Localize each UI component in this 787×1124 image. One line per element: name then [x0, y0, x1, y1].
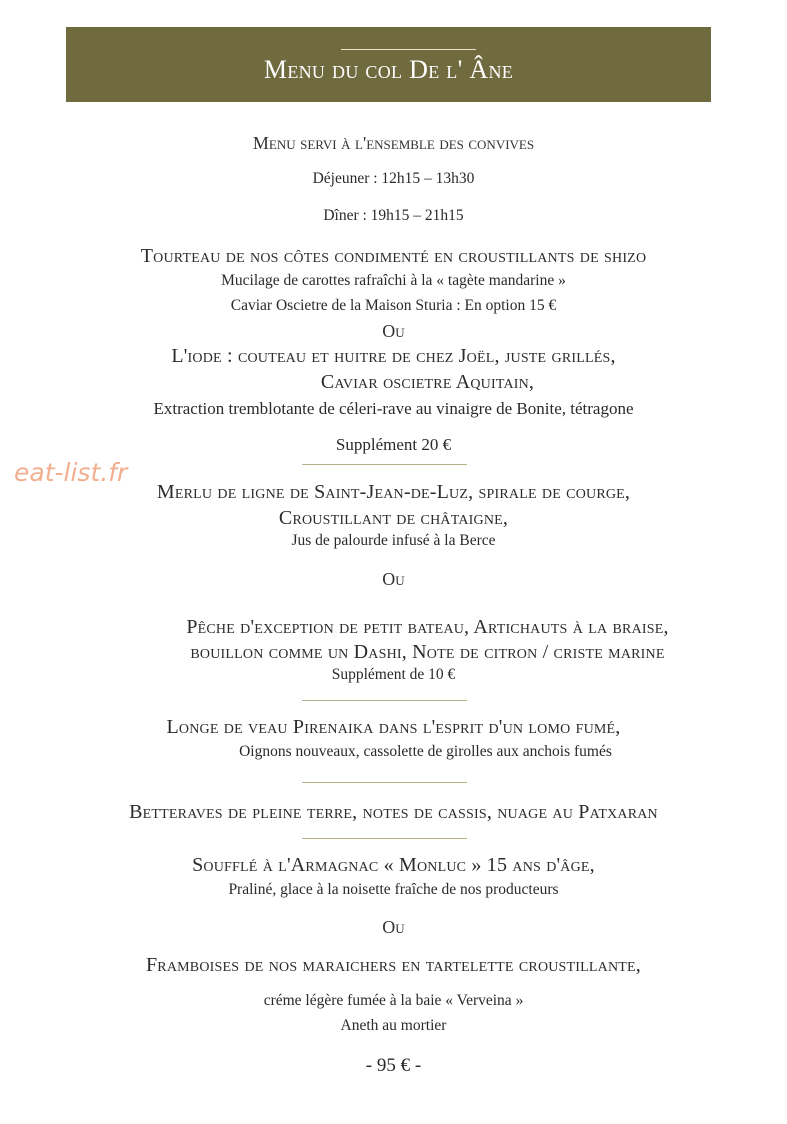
- course1-alt-title: L'iode : couteau et huitre de chez Joël, juste grillés,: [171, 345, 616, 367]
- course1-alt-line2: Caviar oscietre Aquitain,: [320, 371, 535, 393]
- lunch-hours: Déjeuner : 12h15 – 13h30: [312, 170, 475, 187]
- separator: [302, 838, 467, 839]
- course3-title: Longe de veau Pirenaika dans l'esprit d'un lomo fumé,: [166, 716, 621, 738]
- course5-title: Soufflé à l'Armagnac « Monluc » 15 ans d'âge,: [192, 854, 595, 876]
- course4-title: Betteraves de pleine terre, notes de cassis, nuage au Patxaran: [129, 801, 658, 823]
- course2-or: Ou: [382, 569, 405, 589]
- course2-line3: Jus de palourde infusé à la Berce: [291, 532, 496, 549]
- separator: [302, 464, 467, 465]
- course1-line2: Mucilage de carottes rafraîchi à la « tagète mandarine »: [221, 272, 566, 289]
- header-rule: [341, 49, 476, 50]
- course2-alt-title2: bouillon comme un Dashi, Note de citron / criste marine: [190, 641, 665, 663]
- course5-line2: Praliné, glace à la noisette fraîche de nos producteurs: [228, 881, 559, 898]
- separator: [302, 700, 467, 701]
- course2-supplement: Supplément de 10 €: [331, 666, 456, 683]
- course5-or: Ou: [382, 917, 405, 937]
- course2-title: Merlu de ligne de Saint-Jean-de-Luz, spirale de courge,: [156, 481, 631, 503]
- menu-title: Menu du col De l' Âne: [263, 55, 514, 84]
- course2-title2: Croustillant de châtaigne,: [278, 507, 509, 529]
- watermark-logo: eat-list.fr: [14, 458, 128, 487]
- course2-alt-title: Pêche d'exception de petit bateau, Artichauts à la braise,: [186, 616, 669, 638]
- menu-price: - 95 € -: [365, 1055, 422, 1076]
- course5-alt-line3: Aneth au mortier: [340, 1017, 447, 1034]
- separator: [302, 782, 467, 783]
- course1-or: Ou: [382, 321, 405, 341]
- course5-alt-line2: créme légère fumée à la baie « Verveina »: [263, 992, 524, 1009]
- course3-line2: Oignons nouveaux, cassolette de girolles aux anchois fumés: [239, 743, 612, 760]
- course1-supplement: Supplément 20 €: [335, 435, 452, 454]
- dinner-hours: Dîner : 19h15 – 21h15: [323, 207, 464, 224]
- menu-header: [66, 27, 711, 102]
- course5-alt-title: Framboises de nos maraichers en tartelette croustillante,: [145, 954, 641, 976]
- served-note: Menu servi à l'ensemble des convives: [252, 133, 535, 153]
- course1-line3: Caviar Oscietre de la Maison Sturia : En option 15 €: [230, 297, 557, 314]
- course1-alt-line3: Extraction tremblotante de céleri-rave au vinaigre de Bonite, tétragone: [153, 399, 634, 418]
- course1-title: Tourteau de nos côtes condimenté en croustillants de shizo: [140, 245, 647, 267]
